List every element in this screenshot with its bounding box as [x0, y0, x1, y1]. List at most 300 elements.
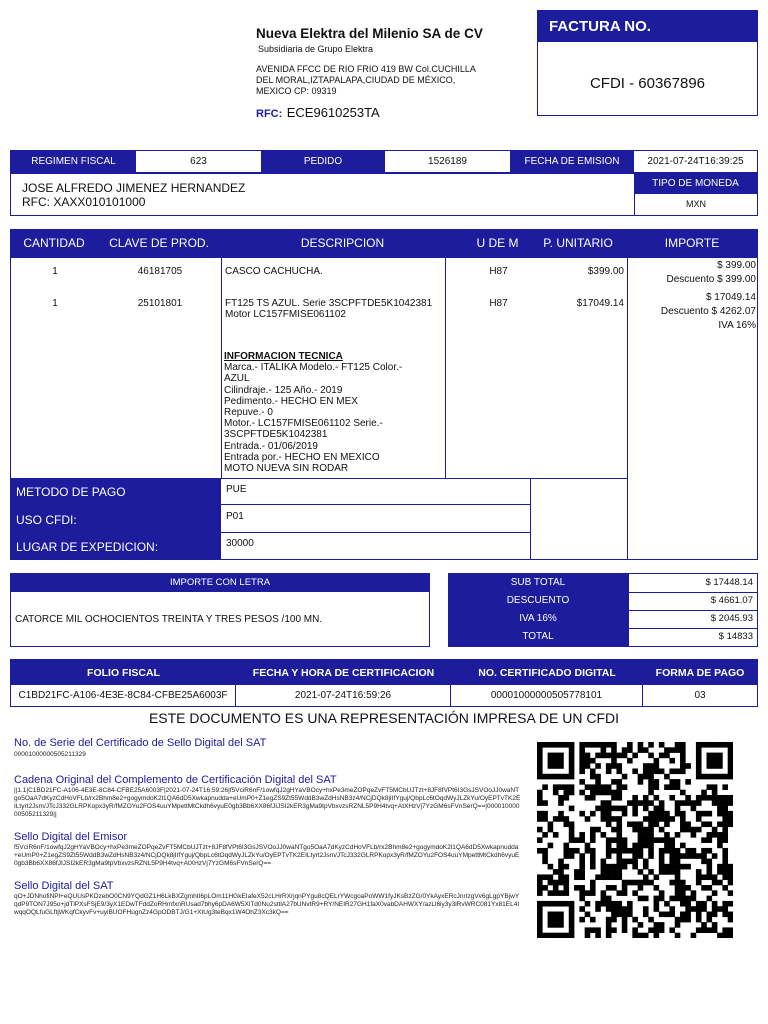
qr-module: [542, 901, 548, 907]
forma-value: 03: [694, 690, 706, 701]
qr-module: [590, 827, 596, 833]
qr-module: [638, 933, 644, 938]
qr-module: [722, 832, 728, 838]
qr-module: [707, 753, 713, 759]
tech-info: [224, 351, 442, 474]
qr-module: [537, 747, 543, 753]
qr-module: [696, 795, 702, 801]
qr-module: [675, 742, 681, 748]
qr-module: [675, 747, 681, 753]
total-value: $ 2045.93: [710, 613, 753, 624]
qr-module: [616, 906, 622, 912]
qr-module: [643, 806, 649, 812]
qr-module: [722, 869, 728, 875]
qr-module: [643, 896, 649, 902]
divider: [627, 258, 628, 559]
qr-module: [685, 906, 691, 912]
qr-module: [722, 821, 728, 827]
qr-module: [669, 869, 675, 875]
qr-module: [611, 927, 617, 933]
qr-module: [569, 763, 575, 769]
qr-module: [616, 848, 622, 854]
qr-module: [542, 800, 548, 806]
qr-module: [563, 901, 569, 907]
qr-module: [569, 806, 575, 812]
qr-module: [648, 779, 654, 785]
qr-module: [563, 933, 569, 938]
col-descripcion: DESCRIPCION: [300, 236, 385, 250]
item-udm: H87: [489, 266, 508, 277]
qr-module: [717, 869, 723, 875]
qr-module: [537, 827, 543, 833]
qr-module: [638, 880, 644, 886]
qr-module: [680, 800, 686, 806]
qr-module: [590, 890, 596, 896]
qr-module: [643, 816, 649, 822]
qr-module: [622, 774, 628, 780]
qr-module: [638, 896, 644, 902]
qr-module: [537, 901, 543, 907]
qr-module: [654, 811, 660, 817]
qr-module: [675, 917, 681, 923]
qr-module: [558, 917, 564, 923]
items-header: [10, 229, 758, 257]
qr-module: [595, 779, 601, 785]
qr-module: [728, 811, 733, 817]
qr-module: [611, 901, 617, 907]
qr-module: [659, 811, 665, 817]
item-unitario: $17049.14: [576, 298, 624, 309]
divider: [629, 628, 757, 629]
qr-module: [548, 742, 554, 748]
qr-module: [648, 843, 654, 849]
qr-module: [664, 821, 670, 827]
qr-module: [701, 742, 707, 748]
total-label: TOTAL: [522, 631, 554, 642]
qr-module: [685, 864, 691, 870]
qr-module: [627, 758, 633, 764]
qr-module: [606, 869, 612, 875]
qr-module: [563, 864, 569, 870]
qr-module: [632, 811, 638, 817]
metodo-label: METODO DE PAGO: [16, 485, 126, 499]
qr-module: [707, 885, 713, 891]
qr-module: [606, 901, 612, 907]
qr-module: [707, 927, 713, 933]
qr-module: [643, 864, 649, 870]
qr-module: [606, 763, 612, 769]
qr-module: [558, 811, 564, 817]
metodo-value: PUE: [226, 484, 247, 495]
qr-module: [563, 890, 569, 896]
qr-module: [675, 811, 681, 817]
qr-module: [611, 912, 617, 918]
tech-line: Repuve.- 0: [224, 407, 273, 419]
rfc-value: ECE9610253TA: [286, 105, 380, 120]
qr-module: [664, 784, 670, 790]
qr-module: [590, 859, 596, 865]
qr-module: [569, 742, 575, 748]
qr-module: [696, 742, 702, 748]
qr-module: [659, 864, 665, 870]
qr-module: [717, 742, 723, 748]
qr-module: [548, 922, 554, 928]
qr-module: [701, 922, 707, 928]
qr-module: [728, 763, 733, 769]
qr-module: [579, 790, 585, 796]
qr-module: [622, 806, 628, 812]
qr-module: [548, 912, 554, 918]
qr-module: [548, 774, 554, 780]
qr-module: [680, 880, 686, 886]
qr-module: [648, 784, 654, 790]
qr-module: [659, 890, 665, 896]
qr-module: [548, 864, 554, 870]
qr-module: [595, 753, 601, 759]
qr-module: [585, 795, 591, 801]
qr-module: [648, 827, 654, 833]
qr-module: [558, 890, 564, 896]
qr-module: [696, 800, 702, 806]
qr-module: [685, 885, 691, 891]
qr-module: [632, 917, 638, 923]
qr-module: [728, 768, 733, 774]
qr-module: [595, 901, 601, 907]
qr-module: [622, 922, 628, 928]
qr-module: [553, 933, 559, 938]
qr-module: [632, 768, 638, 774]
qr-module: [632, 795, 638, 801]
qr-module: [595, 906, 601, 912]
qr-module: [728, 917, 733, 923]
qr-module: [712, 763, 718, 769]
qr-module: [717, 821, 723, 827]
qr-module: [648, 753, 654, 759]
qr-module: [691, 848, 697, 854]
qr-module: [707, 795, 713, 801]
qr-module: [701, 885, 707, 891]
col-cantidad: CANTIDAD: [23, 236, 85, 250]
qr-module: [685, 800, 691, 806]
invoice-number: CFDI - 60367896: [589, 75, 706, 92]
fecha-value: 2021-07-24T16:39:25: [647, 156, 744, 167]
qr-module: [601, 784, 607, 790]
qr-module: [601, 811, 607, 817]
qr-module: [669, 816, 675, 822]
tech-line: AZUL: [224, 373, 250, 385]
qr-module: [622, 906, 628, 912]
qr-module: [643, 763, 649, 769]
qr-module: [643, 800, 649, 806]
qr-module: [632, 800, 638, 806]
qr-module: [659, 800, 665, 806]
qr-module: [590, 768, 596, 774]
company-subsidiary: Subsidiaria de Grupo Elektra: [258, 44, 374, 54]
qr-module: [563, 848, 569, 854]
sat-serie: 00001000000505211329: [14, 751, 86, 758]
qr-module: [659, 869, 665, 875]
qr-module: [659, 753, 665, 759]
qr-module: [622, 753, 628, 759]
qr-module: [622, 747, 628, 753]
item-desc: FT125 TS AZUL. Serie 3SCPFTDE5K1042381 Motor LC157FMISE061102: [225, 298, 433, 320]
client-box: [10, 173, 758, 216]
qr-module: [696, 901, 702, 907]
qr-module: [638, 922, 644, 928]
qr-module: [701, 927, 707, 933]
qr-code: [537, 742, 733, 938]
qr-module: [611, 795, 617, 801]
item-desc: CASCO CACHUCHA.: [225, 266, 323, 277]
qr-module: [712, 827, 718, 833]
qr-module: [548, 821, 554, 827]
qr-module: [590, 917, 596, 923]
qr-module: [717, 753, 723, 759]
qr-module: [563, 784, 569, 790]
divider: [221, 258, 222, 478]
qr-module: [696, 747, 702, 753]
qr-module: [606, 874, 612, 880]
item-qty: 1: [52, 266, 58, 277]
qr-module: [680, 753, 686, 759]
qr-module: [585, 758, 591, 764]
tech-line: Marca.- ITALIKA Modelo.- FT125 Color.-: [224, 362, 403, 374]
qr-module: [669, 848, 675, 854]
qr-module: [685, 795, 691, 801]
metodo-box: [221, 478, 531, 505]
qr-module: [632, 880, 638, 886]
qr-module: [664, 837, 670, 843]
representation-note: ESTE DOCUMENTO ES UNA REPRESENTACIÓN IMPRESA DE UN CFDI: [148, 710, 620, 726]
qr-module: [717, 795, 723, 801]
qr-module: [722, 864, 728, 870]
qr-module: [611, 779, 617, 785]
qr-module: [606, 922, 612, 928]
qr-module: [712, 874, 718, 880]
qr-module: [611, 869, 617, 875]
qr-module: [622, 837, 628, 843]
qr-module: [707, 848, 713, 854]
qr-module: [722, 837, 728, 843]
qr-module: [654, 837, 660, 843]
qr-module: [616, 832, 622, 838]
qr-module: [717, 880, 723, 886]
qr-module: [537, 933, 543, 938]
qr-module: [712, 922, 718, 928]
item-clave: 25101801: [137, 298, 183, 309]
qr-module: [616, 753, 622, 759]
qr-module: [659, 827, 665, 833]
qr-module: [606, 768, 612, 774]
qr-module: [643, 747, 649, 753]
qr-module: [579, 869, 585, 875]
qr-module: [722, 827, 728, 833]
qr-module: [616, 853, 622, 859]
qr-module: [659, 912, 665, 918]
qr-module: [701, 821, 707, 827]
item-importe: $ 17049.14: [705, 292, 756, 303]
item-clave: 46181705: [137, 266, 183, 277]
qr-module: [563, 795, 569, 801]
qr-module: [664, 753, 670, 759]
qr-module: [590, 774, 596, 780]
qr-module: [579, 917, 585, 923]
qr-module: [712, 753, 718, 759]
qr-module: [542, 816, 548, 822]
company-block: [256, 26, 526, 122]
qr-module: [537, 927, 543, 933]
qr-module: [685, 763, 691, 769]
qr-module: [595, 790, 601, 796]
qr-module: [680, 901, 686, 907]
qr-module: [537, 753, 543, 759]
qr-module: [722, 933, 728, 938]
qr-module: [669, 896, 675, 902]
rfc-label: RFC:: [256, 108, 283, 120]
qr-module: [707, 864, 713, 870]
tech-line: Pedimento.- HECHO EN MEX: [224, 395, 358, 407]
qr-module: [601, 890, 607, 896]
qr-module: [606, 784, 612, 790]
cert-header: [11, 660, 757, 685]
qr-module: [696, 763, 702, 769]
qr-module: [696, 906, 702, 912]
importe-letra-label: IMPORTE CON LETRA: [11, 574, 429, 592]
qr-module: [601, 859, 607, 865]
qr-module: [569, 774, 575, 780]
qr-module: [558, 774, 564, 780]
qr-module: [611, 827, 617, 833]
qr-module: [537, 912, 543, 918]
qr-module: [579, 896, 585, 902]
qr-module: [542, 832, 548, 838]
qr-module: [632, 806, 638, 812]
moneda-value: MXN: [634, 194, 757, 215]
sat-block: [14, 737, 522, 917]
qr-module: [675, 779, 681, 785]
qr-module: [680, 816, 686, 822]
qr-module: [579, 768, 585, 774]
qr-module: [611, 747, 617, 753]
qr-module: [638, 774, 644, 780]
qr-module: [712, 795, 718, 801]
qr-module: [643, 933, 649, 938]
qr-module: [659, 853, 665, 859]
qr-module: [622, 848, 628, 854]
qr-module: [728, 933, 733, 938]
qr-module: [696, 758, 702, 764]
regimen-value: 623: [190, 156, 207, 167]
qr-module: [585, 927, 591, 933]
qr-module: [595, 742, 601, 748]
sello-sat-value: qO+JDNhofiNPl+eQUUsPKDzebO0CN9YQdGZ1H6LkBXZgmhtI6pLOm11HGkEIafeX52cLHrRXrjqnPYgu8cQELrYWcgoaPoWW1fyJKsBzZG/0YkAyxERcJnrIzgVv6gLgpYBjwYqdP9TON7J95o+jdTlPXsFSjE9/3yX1EDwTFddZoRHmfxnRUsad7bhy6pDA6W5XlTd0Nu2sttlA27bUNvtR9+RY/NEIR27GH1faX0vabDAHWXY/azLl6iy3y3lRvWRC081Yx81EL4IwqqOQLfuGLftjWKqfCkyvFv+uyiBUOFHugnZz4GpODBTJ/G1+XtUg3teBqx1W4OhZ3Xc3kQ==: [14, 893, 520, 916]
qr-module: [717, 906, 723, 912]
qr-module: [606, 864, 612, 870]
address-line: MEXICO CP: 09319: [256, 86, 337, 96]
qr-module: [701, 795, 707, 801]
folio-value: C1BD21FC-A106-4E3E-8C84-CFBE25A6003F: [11, 685, 236, 706]
qr-module: [558, 758, 564, 764]
qr-module: [664, 774, 670, 780]
qr-module: [622, 885, 628, 891]
qr-module: [585, 933, 591, 938]
uso-label: USO CFDI:: [16, 513, 77, 527]
qr-module: [606, 742, 612, 748]
qr-module: [569, 922, 575, 928]
qr-module: [654, 896, 660, 902]
qr-module: [701, 811, 707, 817]
qr-module: [542, 774, 548, 780]
qr-module: [611, 758, 617, 764]
qr-module: [601, 806, 607, 812]
qr-module: [563, 774, 569, 780]
qr-module: [722, 816, 728, 822]
qr-module: [675, 885, 681, 891]
qr-module: [579, 885, 585, 891]
qr-module: [601, 742, 607, 748]
qr-module: [548, 890, 554, 896]
qr-module: [664, 811, 670, 817]
qr-module: [669, 853, 675, 859]
qr-module: [622, 917, 628, 923]
qr-module: [553, 832, 559, 838]
qr-module: [638, 747, 644, 753]
qr-module: [722, 784, 728, 790]
qr-module: [606, 917, 612, 923]
qr-module: [638, 885, 644, 891]
qr-module: [569, 917, 575, 923]
qr-module: [701, 859, 707, 865]
qr-module: [691, 853, 697, 859]
qr-module: [616, 827, 622, 833]
qr-module: [558, 864, 564, 870]
qr-module: [696, 853, 702, 859]
qr-module: [585, 816, 591, 822]
qr-module: [675, 933, 681, 938]
qr-module: [712, 901, 718, 907]
qr-module: [654, 795, 660, 801]
qr-module: [696, 827, 702, 833]
qr-module: [638, 832, 644, 838]
qr-module: [553, 869, 559, 875]
qr-module: [728, 864, 733, 870]
qr-module: [616, 859, 622, 865]
qr-module: [669, 927, 675, 933]
qr-module: [558, 901, 564, 907]
qr-module: [728, 774, 733, 780]
address-line: DEL MORAL,IZTAPALAPA,CIUDAD DE MÉXICO,: [256, 75, 456, 85]
qr-module: [707, 821, 713, 827]
qr-module: [569, 758, 575, 764]
qr-module: [685, 779, 691, 785]
qr-module: [654, 779, 660, 785]
qr-module: [611, 753, 617, 759]
qr-module: [606, 816, 612, 822]
qr-module: [638, 821, 644, 827]
qr-module: [643, 906, 649, 912]
qr-module: [579, 832, 585, 838]
qr-module: [680, 742, 686, 748]
qr-module: [537, 885, 543, 891]
qr-module: [654, 901, 660, 907]
qr-module: [648, 763, 654, 769]
qr-module: [601, 753, 607, 759]
qr-module: [616, 790, 622, 796]
qr-module: [712, 742, 718, 748]
qr-module: [553, 816, 559, 822]
qr-module: [537, 811, 543, 817]
qr-module: [680, 768, 686, 774]
